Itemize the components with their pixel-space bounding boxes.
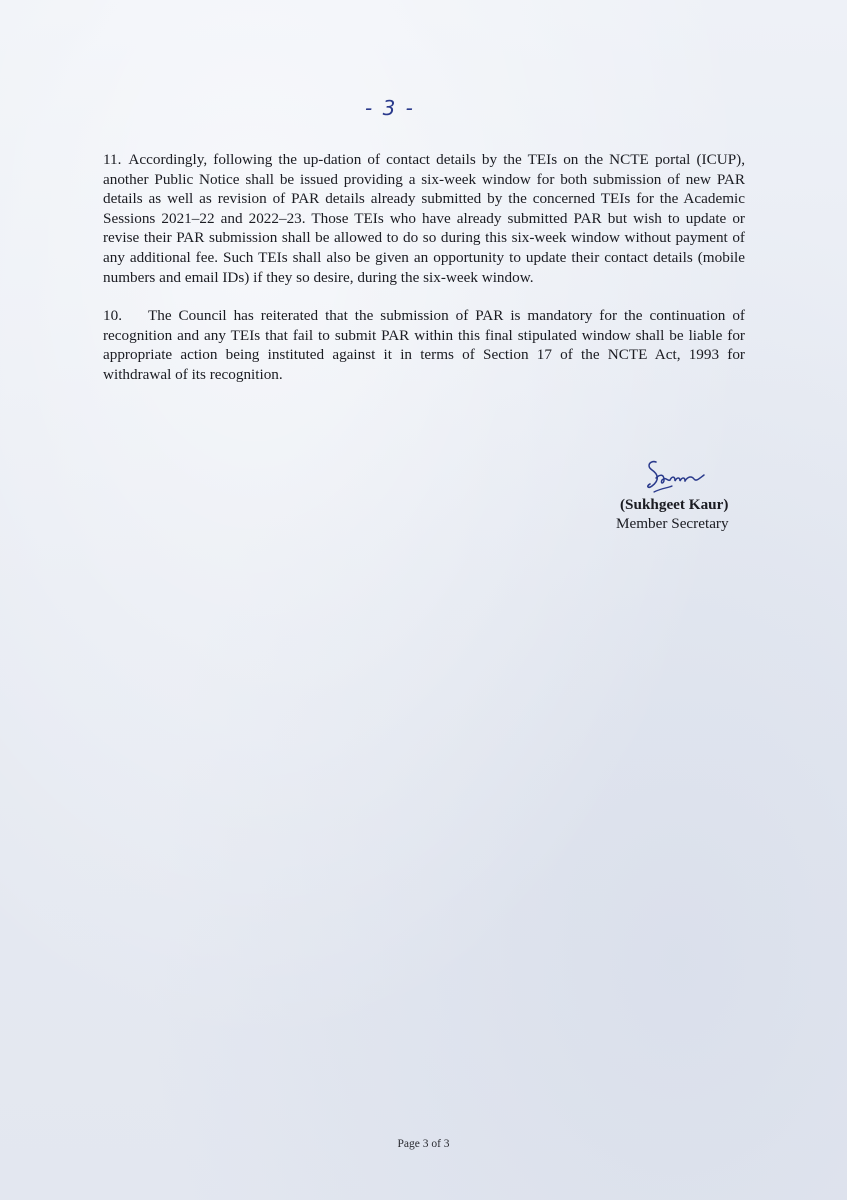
page-footer — [0, 1138, 847, 1150]
paragraph-10 — [103, 306, 745, 384]
paragraph-text: Accordingly, following the up-dation of contact details by the TEIs on the NCTE portal (ICUP), another Public Notice shall be issued providing a six-week window for both submission of new PAR details as well as revision of PAR details already submitted by the concerned TEIs for the Academic Sessions 2021–22 and 2022–23. Those TEIs who have already submitted PAR but wish to update or revise their PAR submission shall be allowed to do so during this six-week window without payment of any additional fee. Such TEIs shall also be given an opportunity to update their contact details (mobile numbers and email IDs) if they so desire, during the six-week window. — [103, 151, 745, 286]
signatory-name: (Sukhgeet Kaur) — [620, 496, 729, 513]
paragraph-number: 10. — [103, 307, 122, 325]
handwritten-signature-icon — [642, 456, 712, 496]
paragraph-11 — [103, 150, 745, 287]
handwritten-page-mark: - 3 - — [365, 96, 415, 120]
paragraph-text: The Council has reiterated that the submission of PAR is mandatory for the continuation of recognition and any TEIs that fail to submit PAR within this final stipulated window shall be liable for appropriate action being instituted against it in terms of Section 17 of the NCTE Act, 1993 for withdrawal of its recognition. — [103, 307, 745, 383]
document-body — [103, 150, 745, 404]
signatory-designation: Member Secretary — [616, 515, 729, 532]
paragraph-number: 11. — [103, 151, 122, 168]
footer-page-label: Page 3 of 3 — [397, 1138, 450, 1150]
